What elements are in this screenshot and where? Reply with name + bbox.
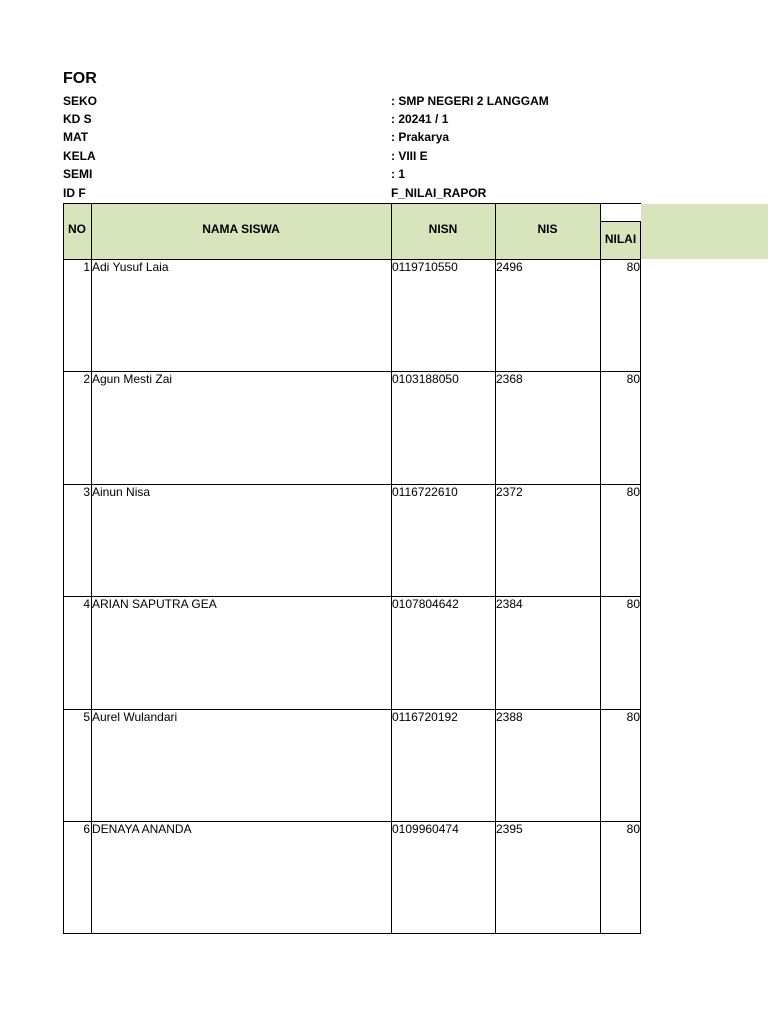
cell-nama: DENAYA ANANDA (92, 822, 192, 836)
meta-label-mapel: MAT (63, 130, 89, 144)
cell-nilai: 80 (626, 260, 640, 274)
cell-no: 4 (83, 597, 90, 611)
cell-nama: Aurel Wulandari (92, 710, 178, 724)
cell-nisn: 0103188050 (392, 372, 459, 386)
page-title: FOR (63, 70, 97, 87)
cell-no: 1 (83, 260, 90, 274)
meta-label-id: ID F (63, 186, 86, 200)
table-top-border (63, 203, 641, 204)
cell-nilai: 80 (626, 597, 640, 611)
cell-nis: 2368 (496, 372, 523, 386)
header-overflow-fill (641, 204, 768, 259)
meta-label-kd: KD S (63, 112, 92, 126)
cell-nilai: 80 (626, 822, 640, 836)
meta-label-kelas: KELA (63, 149, 96, 163)
cell-nilai: 80 (626, 710, 640, 724)
meta-value-kd: : 20241 / 1 (391, 112, 449, 126)
cell-nis: 2496 (496, 260, 523, 274)
cell-no: 5 (83, 710, 90, 724)
cell-nis: 2395 (496, 822, 523, 836)
cell-nilai: 80 (626, 372, 640, 386)
meta-value-mapel: : Prakarya (391, 130, 450, 144)
header-nilai: NILAI (604, 232, 637, 246)
meta-value-semester: : 1 (391, 167, 406, 181)
cell-no: 3 (83, 485, 90, 499)
cell-nama: Adi Yusuf Laia (92, 260, 169, 274)
header-nama-siswa: NAMA SISWA (202, 222, 280, 236)
meta-value-id: F_NILAI_RAPOR (391, 186, 487, 200)
cell-nisn: 0116720192 (392, 710, 458, 724)
cell-nis: 2388 (496, 710, 523, 724)
header-nis: NIS (537, 222, 558, 236)
header-nisn: NISN (428, 222, 458, 236)
cell-nilai: 80 (626, 485, 640, 499)
meta-label-semester: SEMI (63, 167, 93, 181)
cell-nama: ARIAN SAPUTRA GEA (92, 597, 217, 611)
cell-nis: 2372 (496, 485, 523, 499)
meta-label-sekolah: SEKO (63, 94, 98, 108)
cell-nisn: 0109960474 (392, 822, 459, 836)
cell-nis: 2384 (496, 597, 523, 611)
meta-value-kelas: : VIII E (391, 149, 428, 163)
cell-nama: Ainun Nisa (92, 485, 151, 499)
header-no: NO (68, 222, 86, 236)
meta-value-sekolah: : SMP NEGERI 2 LANGGAM (391, 94, 549, 108)
cell-nama: Agun Mesti Zai (92, 372, 173, 386)
column-border (640, 221, 641, 934)
cell-nisn: 0119710550 (392, 260, 458, 274)
cell-no: 2 (83, 372, 90, 386)
table-bottom-border (63, 933, 641, 934)
cell-nisn: 0116722610 (392, 485, 458, 499)
nilai-header-divider (600, 221, 641, 222)
cell-no: 6 (83, 822, 90, 836)
cell-nisn: 0107804642 (392, 597, 459, 611)
